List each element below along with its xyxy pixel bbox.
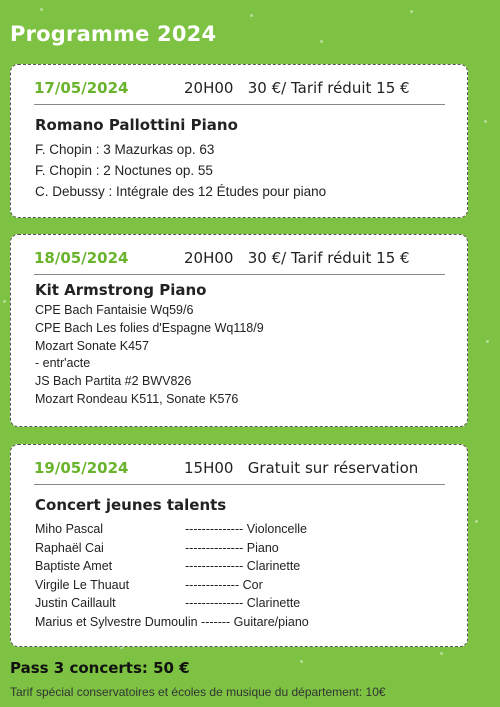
background-speck [40, 8, 43, 11]
concert-price: Gratuit sur réservation [247, 459, 419, 477]
program-item: JS Bach Partita #2 BWV826 [35, 374, 192, 389]
concert-time-price [184, 459, 418, 477]
musician-name: Miho Pascal [35, 522, 104, 536]
program-list [35, 302, 264, 409]
background-speck [475, 520, 478, 523]
program-item: C. Debussy : Intégrale des 12 Études pour piano [35, 184, 327, 199]
concert-price: 30 €/ Tarif réduit 15 € [247, 79, 410, 97]
musician-separator: -------------- [185, 596, 244, 611]
performer-name: Romano Pallottini Piano [35, 116, 238, 134]
background-speck [250, 14, 253, 17]
program-item: CPE Bach Les folies d'Espagne Wq118/9 [35, 320, 264, 335]
background-speck [486, 340, 489, 343]
musician-row [35, 613, 309, 632]
musician-name: Baptiste Amet [35, 559, 113, 574]
concert-time: 20H00 [184, 79, 234, 97]
musician-separator: -------------- [185, 559, 244, 574]
concert-time: 20H00 [184, 249, 234, 267]
program-item: F. Chopin : 3 Mazurkas op. 63 [35, 142, 215, 157]
program-item: CPE Bach Fantaisie Wq59/6 [35, 303, 194, 317]
pass-offer: Pass 3 concerts: 50 € [10, 659, 190, 677]
musician-instrument: Violoncelle [246, 522, 307, 536]
concert-time: 15H00 [184, 459, 234, 477]
concert-time-price [184, 79, 410, 97]
program-item: - entr'acte [35, 356, 91, 371]
musician-list [35, 520, 309, 632]
background-speck [320, 40, 323, 43]
musician-instrument: Clarinette [246, 596, 301, 611]
concert-time-price [184, 249, 410, 267]
concert-card-3 [10, 444, 468, 647]
musician-name: Raphaël Cai [35, 540, 104, 555]
program-list [35, 139, 326, 202]
concert-header [34, 247, 445, 275]
background-speck [300, 660, 303, 663]
concert-date: 17/05/2024 [34, 79, 129, 97]
musician-name: Marius et Sylvestre Dumoulin [35, 614, 198, 629]
musician-name: Virgile Le Thuaut [35, 577, 130, 592]
special-rate-note: Tarif spécial conservatoires et écoles de musique du département: 10€ [10, 685, 386, 699]
musician-instrument: Clarinette [246, 559, 301, 574]
page-title: Programme 2024 [10, 22, 217, 46]
musician-separator: -------------- [185, 522, 244, 536]
musician-separator: ------------- [185, 577, 240, 592]
concert-header [34, 77, 445, 105]
background-speck [484, 120, 487, 123]
musician-instrument: Piano [246, 540, 279, 555]
musician-row [35, 576, 309, 595]
musician-instrument: Guitare/piano [233, 614, 309, 629]
background-speck [3, 300, 6, 303]
musician-instrument: Cor [242, 577, 263, 592]
musician-row [35, 539, 309, 558]
concert-header [34, 457, 445, 485]
musician-row [35, 520, 309, 539]
musician-separator: -------------- [185, 540, 244, 555]
program-item: Mozart Rondeau K511, Sonate K576 [35, 391, 239, 406]
musician-name: Justin Caillault [35, 596, 116, 611]
musician-row [35, 557, 309, 576]
musician-row [35, 594, 309, 613]
concert-card-2 [10, 234, 468, 427]
concert-card-1 [10, 64, 468, 218]
background-speck [410, 10, 413, 13]
background-speck [440, 652, 443, 655]
program-item: Mozart Sonate K457 [35, 338, 149, 353]
performer-name: Kit Armstrong Piano [35, 281, 207, 299]
performer-name: Concert jeunes talents [35, 496, 227, 514]
concert-date: 18/05/2024 [34, 249, 129, 267]
concert-price: 30 €/ Tarif réduit 15 € [247, 249, 410, 267]
program-item: F. Chopin : 2 Noctunes op. 55 [35, 163, 213, 178]
musician-separator: ------- [201, 614, 231, 629]
concert-date: 19/05/2024 [34, 459, 129, 477]
